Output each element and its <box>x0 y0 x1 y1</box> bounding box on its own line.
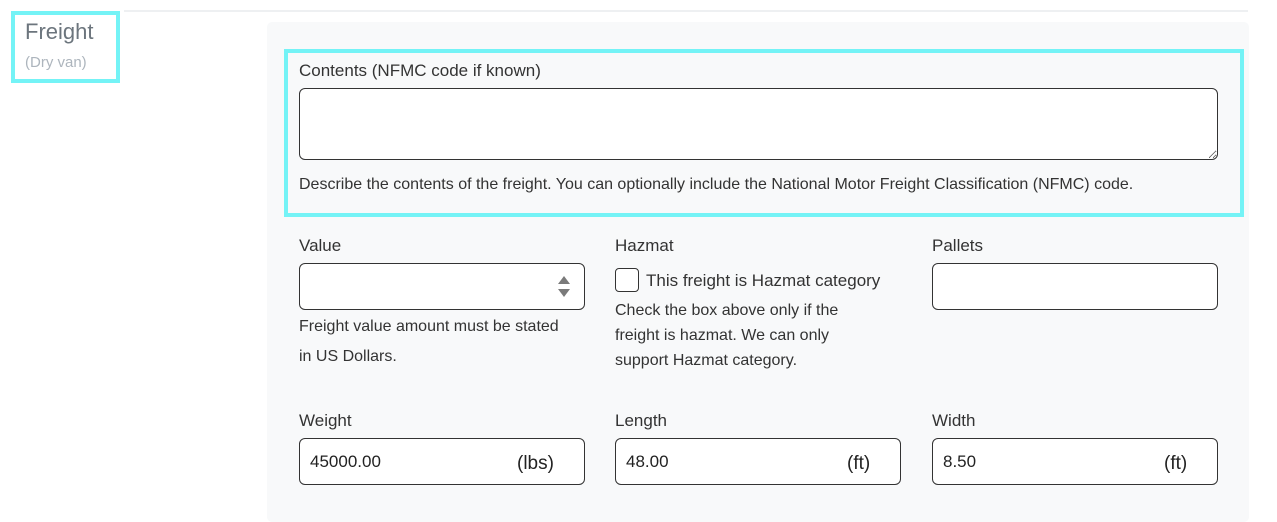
hazmat-help-line-1: Check the box above only if the <box>615 302 839 319</box>
width-input[interactable] <box>932 438 1218 485</box>
pallets-input[interactable] <box>932 263 1218 310</box>
top-divider <box>124 10 1248 12</box>
hazmat-help-line-2: freight is hazmat. We can only <box>615 327 830 344</box>
length-input-text: 48.00 <box>626 452 669 471</box>
section-title: Freight <box>25 19 94 44</box>
value-input[interactable] <box>299 263 585 310</box>
pallets-label: Pallets <box>932 236 984 255</box>
contents-label: Contents (NFMC code if known) <box>299 61 541 80</box>
width-unit: (ft) <box>1164 453 1188 474</box>
weight-input-text: 45000.00 <box>310 452 381 471</box>
length-unit: (ft) <box>847 453 871 474</box>
value-label: Value <box>299 236 342 255</box>
length-label: Length <box>615 411 667 430</box>
weight-input[interactable] <box>299 438 585 485</box>
hazmat-help-line-3: support Hazmat category. <box>615 352 798 369</box>
section-subtitle: (Dry van) <box>25 54 87 71</box>
hazmat-checkbox[interactable] <box>615 268 639 292</box>
value-spinner[interactable] <box>558 275 570 299</box>
width-input-text: 8.50 <box>943 452 977 471</box>
contents-textarea[interactable] <box>299 88 1218 160</box>
value-help-line-2: in US Dollars. <box>299 348 397 365</box>
weight-unit: (lbs) <box>517 453 554 474</box>
contents-help-text: Describe the contents of the freight. You can optionally include the National Motor Freight Classification (NFMC) code. <box>299 176 1134 193</box>
width-label: Width <box>932 411 976 430</box>
value-help-line-1: Freight value amount must be stated <box>299 318 559 335</box>
spin-down-icon[interactable] <box>558 289 570 297</box>
hazmat-checkbox-label[interactable]: This freight is Hazmat category <box>646 271 881 290</box>
hazmat-label: Hazmat <box>615 236 674 255</box>
weight-label: Weight <box>299 411 352 430</box>
spin-up-icon[interactable] <box>558 276 570 284</box>
length-input[interactable] <box>615 438 901 485</box>
section-heading <box>11 11 120 83</box>
